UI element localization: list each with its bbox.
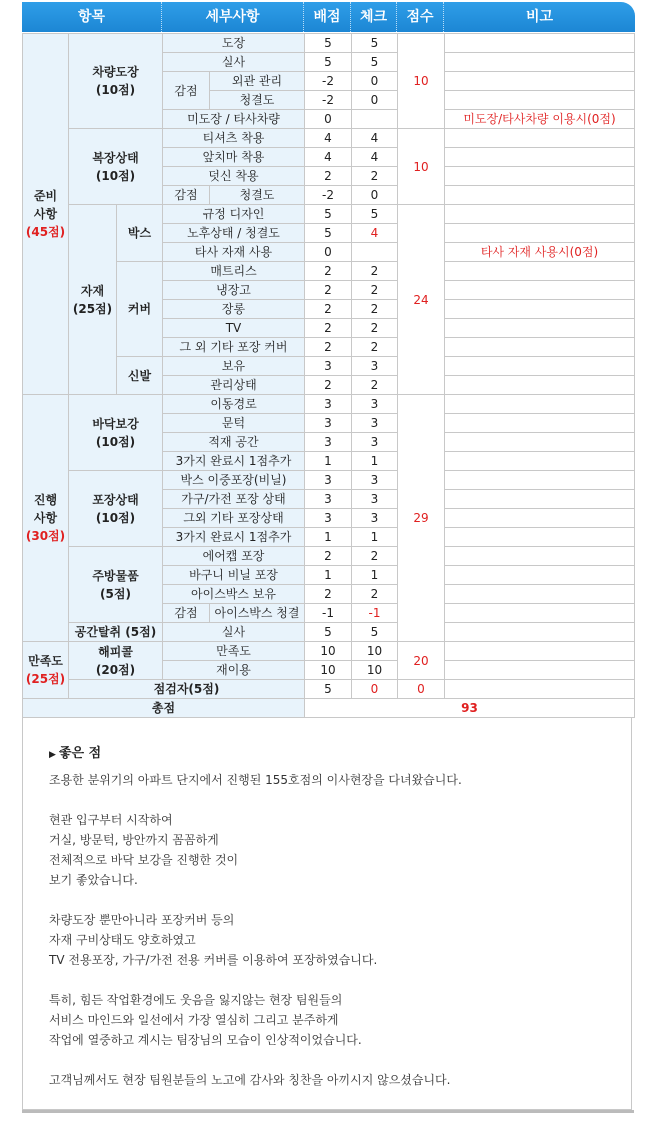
detail-cell: 만족도 <box>163 642 305 661</box>
points-proc: 29 <box>398 395 445 642</box>
check-cell: 2 <box>352 281 398 300</box>
score-cell: 3 <box>305 471 352 490</box>
points-car: 10 <box>398 34 445 129</box>
check-cell: 3 <box>352 433 398 452</box>
memo-line <box>49 970 631 990</box>
score-cell: 1 <box>305 566 352 585</box>
detail-cell: 매트리스 <box>163 262 305 281</box>
detail-cell: 타사 자재 사용 <box>163 243 305 262</box>
table-header <box>22 2 635 32</box>
subcategory-shoe: 신발 <box>117 357 163 395</box>
score-cell: 10 <box>305 661 352 680</box>
note-cell <box>445 281 635 300</box>
check-cell: 2 <box>352 547 398 566</box>
check-cell: 0 <box>352 91 398 110</box>
check-cell: 1 <box>352 566 398 585</box>
category-floor: 바닥보강 (10점) <box>69 395 163 471</box>
note-cell <box>445 547 635 566</box>
score-cell: 3 <box>305 414 352 433</box>
score-cell: 2 <box>305 585 352 604</box>
table-row <box>23 129 635 148</box>
detail-cell: 외관 관리 <box>210 72 305 91</box>
check-cell: 10 <box>352 642 398 661</box>
score-cell: 2 <box>305 262 352 281</box>
check-cell: 3 <box>352 357 398 376</box>
detail-cell: 문턱 <box>163 414 305 433</box>
check-cell: 0 <box>352 72 398 91</box>
score-cell: 4 <box>305 148 352 167</box>
subcategory-cover: 커버 <box>117 262 163 357</box>
score-cell: -2 <box>305 91 352 110</box>
note-cell <box>445 414 635 433</box>
note-cell <box>445 148 635 167</box>
section-sat: 만족도 (25점) <box>23 642 69 699</box>
note-cell <box>445 357 635 376</box>
score-cell: 0 <box>305 110 352 129</box>
bottom-divider <box>22 1110 634 1113</box>
note-cell <box>445 91 635 110</box>
note-cell <box>445 623 635 642</box>
score-cell: 2 <box>305 547 352 566</box>
points-inspector: 0 <box>398 680 445 699</box>
detail-cell: 3가지 완료시 1점추가 <box>163 452 305 471</box>
table-row <box>23 471 635 490</box>
note-cell <box>445 53 635 72</box>
score-cell: 1 <box>305 528 352 547</box>
detail-cell: 미도장 / 타사차량 <box>163 110 305 129</box>
check-cell: 2 <box>352 319 398 338</box>
detail-cell: 박스 이중포장(비닐) <box>163 471 305 490</box>
detail-cell: 앞치마 착용 <box>163 148 305 167</box>
detail-cell: 3가지 완료시 1점추가 <box>163 528 305 547</box>
note-cell <box>445 338 635 357</box>
note-cell <box>445 262 635 281</box>
check-cell: 5 <box>352 623 398 642</box>
check-cell: 4 <box>352 129 398 148</box>
category-space: 공간탈취 (5점) <box>69 623 163 642</box>
note-cell <box>445 642 635 661</box>
memo-title: ▶ 좋은 점 <box>49 746 102 761</box>
check-cell: 0 <box>352 680 398 699</box>
note-cell <box>445 319 635 338</box>
score-cell: 5 <box>305 224 352 243</box>
section-proc: 진행 사항 (30점) <box>23 395 69 642</box>
note-cell <box>445 566 635 585</box>
section-prep: 준비 사항 (45점) <box>23 34 69 395</box>
score-cell: 2 <box>305 338 352 357</box>
note-cell <box>445 186 635 205</box>
check-cell: 4 <box>352 224 398 243</box>
note-cell <box>445 433 635 452</box>
header-detail: 세부사항 <box>162 2 304 32</box>
score-cell: 5 <box>305 680 352 699</box>
note-cell <box>445 452 635 471</box>
evaluation-table <box>22 33 635 718</box>
memo-box <box>22 718 632 1110</box>
detail-cell: 규정 디자인 <box>163 205 305 224</box>
note-cell <box>445 395 635 414</box>
note-cell <box>445 205 635 224</box>
detail-cell: 아이스박스 보유 <box>163 585 305 604</box>
detail-cell: 바구니 비닐 포장 <box>163 566 305 585</box>
score-cell: -2 <box>305 186 352 205</box>
detail-cell: 그 외 기타 포장 커버 <box>163 338 305 357</box>
subcategory-box: 박스 <box>117 205 163 262</box>
category-material: 자재 (25점) <box>69 205 117 395</box>
detail-cell: 청결도 <box>210 186 305 205</box>
memo-line: 조용한 분위기의 아파트 단지에서 진행된 155호점의 이사현장을 다녀왔습니다. <box>49 773 462 787</box>
detail-cell: 가구/가전 포장 상태 <box>163 490 305 509</box>
score-cell: 5 <box>305 53 352 72</box>
detail-cell: 노후상태 / 청결도 <box>163 224 305 243</box>
check-cell: 2 <box>352 376 398 395</box>
category-outfit: 복장상태 (10점) <box>69 129 163 205</box>
score-cell: 5 <box>305 623 352 642</box>
category-car: 차량도장 (10점) <box>69 34 163 129</box>
check-cell: 3 <box>352 471 398 490</box>
total-value: 93 <box>305 699 635 718</box>
table-row <box>23 34 635 53</box>
score-cell: -1 <box>305 604 352 623</box>
score-cell: 10 <box>305 642 352 661</box>
score-cell: -2 <box>305 72 352 91</box>
memo-line: 고객님께서도 현장 팀원분들의 노고에 감사와 칭찬을 아끼시지 않으셨습니다. <box>49 1073 451 1087</box>
detail-cell: 덧신 착용 <box>163 167 305 186</box>
score-cell: 4 <box>305 129 352 148</box>
detail-cell: 보유 <box>163 357 305 376</box>
memo-line: 보기 좋았습니다. <box>49 873 138 887</box>
check-cell: 2 <box>352 300 398 319</box>
detail-cell: 이동경로 <box>163 395 305 414</box>
note-cell <box>445 509 635 528</box>
note-cell <box>445 34 635 53</box>
deduct-label: 감점 <box>163 604 210 623</box>
check-cell: 3 <box>352 509 398 528</box>
memo-line <box>49 790 631 810</box>
memo-line <box>49 1050 631 1070</box>
points-outfit: 10 <box>398 129 445 205</box>
check-cell: 3 <box>352 414 398 433</box>
detail-cell: 냉장고 <box>163 281 305 300</box>
memo-body <box>49 770 631 1090</box>
check-cell: 5 <box>352 34 398 53</box>
detail-cell: 에어캡 포장 <box>163 547 305 566</box>
table-row <box>23 680 635 699</box>
memo-line: 서비스 마인드와 일선에서 가장 열심히 그리고 분주하게 <box>49 1013 339 1027</box>
note-cell <box>445 72 635 91</box>
memo-line: TV 전용포장, 가구/가전 전용 커버를 이용하여 포장하였습니다. <box>49 953 378 967</box>
check-cell: 1 <box>352 452 398 471</box>
points-happy: 20 <box>398 642 445 680</box>
category-happy: 해피콜 (20점) <box>69 642 163 680</box>
score-cell: 2 <box>305 281 352 300</box>
score-cell: 2 <box>305 376 352 395</box>
total-label: 총점 <box>23 699 305 718</box>
header-points: 점수 <box>397 2 444 32</box>
memo-line <box>49 890 631 910</box>
detail-cell: TV <box>163 319 305 338</box>
score-cell: 3 <box>305 395 352 414</box>
header-item: 항목 <box>22 2 162 32</box>
score-cell: 0 <box>305 243 352 262</box>
check-cell: 2 <box>352 167 398 186</box>
table-row <box>23 395 635 414</box>
score-cell: 2 <box>305 319 352 338</box>
note-cell <box>445 490 635 509</box>
detail-cell: 관리상태 <box>163 376 305 395</box>
note-cell <box>445 224 635 243</box>
score-cell: 3 <box>305 490 352 509</box>
detail-cell: 장롱 <box>163 300 305 319</box>
score-cell: 3 <box>305 357 352 376</box>
note-cell <box>445 471 635 490</box>
deduct-label: 감점 <box>163 72 210 110</box>
note-cell <box>445 167 635 186</box>
check-cell <box>352 243 398 262</box>
detail-cell: 그외 기타 포장상태 <box>163 509 305 528</box>
note-cell <box>445 376 635 395</box>
note-cell <box>445 528 635 547</box>
score-cell: 3 <box>305 509 352 528</box>
check-cell: -1 <box>352 604 398 623</box>
memo-line: 작업에 열중하고 계시는 팀장님의 모습이 인상적이었습니다. <box>49 1033 362 1047</box>
memo-line: 전체적으로 바닥 보강을 진행한 것이 <box>49 853 239 867</box>
note-cell <box>445 585 635 604</box>
note-cell <box>445 129 635 148</box>
check-cell: 5 <box>352 205 398 224</box>
score-cell: 2 <box>305 300 352 319</box>
category-inspector: 점검자(5점) <box>69 680 305 699</box>
detail-cell: 실사 <box>163 623 305 642</box>
score-cell: 5 <box>305 205 352 224</box>
detail-cell: 아이스박스 청결 <box>210 604 305 623</box>
points-material: 24 <box>398 205 445 395</box>
table-row <box>23 547 635 566</box>
memo-line: 거실, 방문턱, 방안까지 꼼꼼하게 <box>49 833 219 847</box>
table-row <box>23 623 635 642</box>
detail-cell: 실사 <box>163 53 305 72</box>
check-cell: 3 <box>352 490 398 509</box>
memo-line: 자재 구비상태도 양호하였고 <box>49 933 196 947</box>
total-row <box>23 699 635 718</box>
category-kitchen: 주방물품 (5점) <box>69 547 163 623</box>
detail-cell: 적재 공간 <box>163 433 305 452</box>
detail-cell: 재이용 <box>163 661 305 680</box>
detail-cell: 청결도 <box>210 91 305 110</box>
header-score: 배점 <box>304 2 351 32</box>
note-cell <box>445 300 635 319</box>
header-note: 비고 <box>525 9 554 25</box>
score-cell: 5 <box>305 34 352 53</box>
check-cell: 5 <box>352 53 398 72</box>
check-cell: 3 <box>352 395 398 414</box>
table-row <box>23 642 635 661</box>
category-pack: 포장상태 (10점) <box>69 471 163 547</box>
check-cell <box>352 110 398 129</box>
note-cell <box>445 604 635 623</box>
check-cell: 1 <box>352 528 398 547</box>
detail-cell: 티셔츠 착용 <box>163 129 305 148</box>
check-cell: 2 <box>352 262 398 281</box>
check-cell: 2 <box>352 338 398 357</box>
header-check: 체크 <box>351 2 397 32</box>
note-cell <box>445 680 635 699</box>
triangle-bullet-icon: ▶ <box>49 750 56 760</box>
score-cell: 1 <box>305 452 352 471</box>
note-cell <box>445 661 635 680</box>
memo-line: 현관 입구부터 시작하여 <box>49 813 173 827</box>
deduct-label: 감점 <box>163 186 210 205</box>
check-cell: 4 <box>352 148 398 167</box>
note-cell: 타사 자재 사용시(0점) <box>445 243 635 262</box>
detail-cell: 도장 <box>163 34 305 53</box>
check-cell: 10 <box>352 661 398 680</box>
score-cell: 2 <box>305 167 352 186</box>
memo-line: 차량도장 뿐만아니라 포장커버 등의 <box>49 913 235 927</box>
score-cell: 3 <box>305 433 352 452</box>
check-cell: 2 <box>352 585 398 604</box>
table-row <box>23 205 635 224</box>
memo-line: 특히, 힘든 작업환경에도 웃음을 잃지않는 현장 팀원들의 <box>49 993 343 1007</box>
check-cell: 0 <box>352 186 398 205</box>
note-cell: 미도장/타사차량 이용시(0점) <box>445 110 635 129</box>
